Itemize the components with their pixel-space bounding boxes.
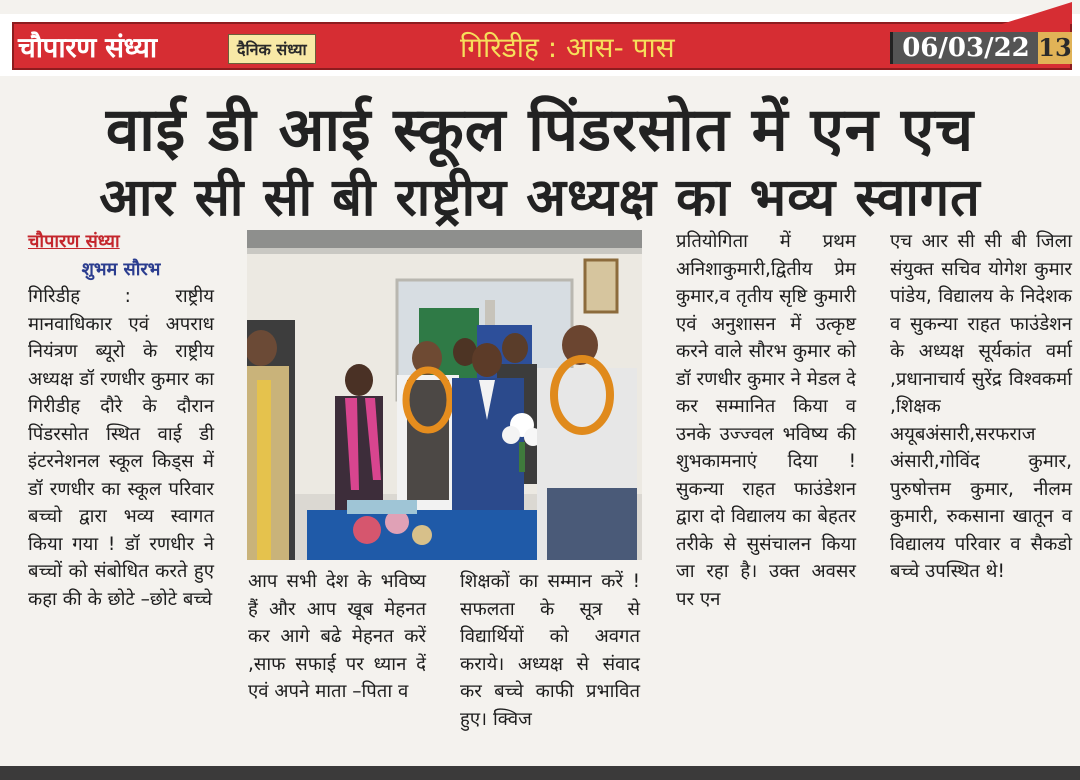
event-photo-illustration: [247, 230, 642, 560]
newspaper-name: चौपारण संध्या: [18, 31, 157, 64]
byline-newspaper: चौपारण संध्या: [28, 231, 120, 252]
page-number: 13: [1038, 33, 1072, 62]
article-column-2: [248, 568, 426, 706]
edition-badge: दैनिक संध्या: [228, 34, 316, 64]
column-3-text: शिक्षकों का सम्मान करें ! सफलता के सूत्र से विद्यार्थियों को अवगत कराये। अध्यक्ष से संवाद कर बच्चे काफी प्रभावित हुए। क्विज: [460, 571, 640, 730]
byline-author: शुभम सौरभ: [81, 258, 161, 280]
headline-line-2: आर सी सी बी राष्ट्रीय अध्यक्ष का भव्य स्वागत: [99, 168, 981, 228]
article-column-1: [28, 228, 214, 613]
event-photo: [247, 230, 642, 560]
masthead-corner-flag: [1002, 2, 1072, 24]
masthead: [12, 22, 1072, 70]
column-1-text: गिरिडीह : राष्ट्रीय मानवाधिकार एवं अपराध नियंत्रण ब्यूरो के राष्ट्रीय अध्यक्ष डॉ रणधीर कुमार का गिरीडीह दौरे के दौरान पिंडरसोत स्थित वाई डी इंटरनेशनल स्कूल किड्स में डॉ रणधीर का स्कूल परिवार बच्चो द्वारा भव्य स्वागत किया गया ! डॉ रणधीर ने बच्चों को संबोधित करते हुए कहा की के छोटे –छोटे बच्चे: [28, 286, 214, 610]
next-headline-cutoff: [0, 766, 1080, 780]
column-4-text: प्रतियोगिता में प्रथम अनिशाकुमारी,द्वितीय प्रेम कुमार,व तृतीय सृष्टि कुमारी एवं अनुशासन में उत्कृष्ट करने वाले सौरभ कुमार को डॉ रणधीर कुमार ने मेडल दे कर सम्मानित किया व उनके उज्ज्वल भविष्य की शुभकामनाएं दिया ! सुकन्या राहत फाउंडेशन द्वारा दो विद्यालय का बेहतर तरीके से सुसंचालन किया जा रहा है। उक्त अवसर पर एन: [676, 231, 856, 610]
section-title: गिरिडीह : आस- पास: [460, 31, 675, 64]
column-2-text: आप सभी देश के भविष्य हैं और आप खूब मेहनत कर आगे बढे मेहनत करें ,साफ सफाई पर ध्यान दें एवं अपने माता –पिता व: [248, 571, 426, 702]
column-5-text: एच आर सी सी बी जिला संयुक्त सचिव योगेश कुमार पांडेय, विद्यालय के निदेशक व सुकन्या राहत फाउंडेशन के अध्यक्ष सूर्यकांत वर्मा ,प्रधानाचार्य सुरेंद्र विश्वकर्मा ,शिक्षक अयूबअंसारी,सरफराज अंसारी,गोविंद कुमार, पुरुषोत्तम कुमार, नीलम कुमारी, रुकसाना खातून व विद्यालय परिवार व सैकडो बच्चे उपस्थित थे!: [890, 231, 1072, 582]
article-column-4: [676, 228, 856, 613]
article-column-5: [890, 228, 1072, 586]
article-column-3: [460, 568, 640, 733]
headline-line-1: वाई डी आई स्कूल पिंडरसोत में एन एच: [105, 95, 975, 165]
issue-date: 06/03/22: [890, 32, 1039, 64]
